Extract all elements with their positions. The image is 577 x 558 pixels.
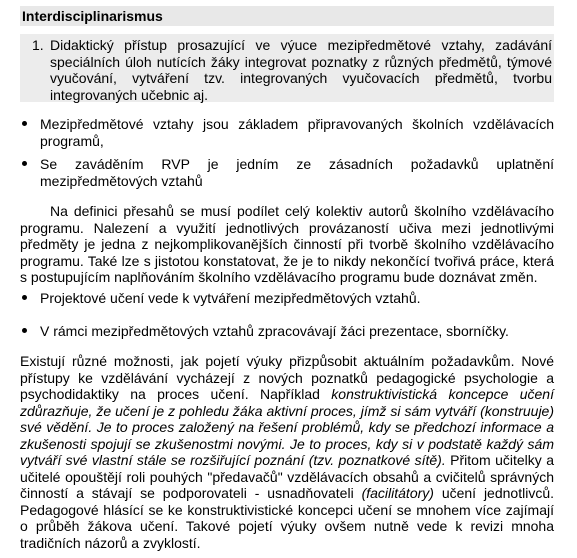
paragraph-text: Přitom učitelky a učitelé opouštějí roli pouhých "předavačů" vzdělávacích obsahů a cvičitelů správných činností a stávají se podporovateli - usnadňovateli xyxy=(20,452,555,501)
section-heading: Interdisciplinarismus xyxy=(22,8,163,24)
paragraph-constructivism xyxy=(20,353,554,551)
paragraph-text: učení jednotlivců. Pedagogové hlásící se ke konstruktivistické koncepci učení se mnohem více zajímají o průběh žákova učení. Takové pojetí výuky ovšem nutně vede k revizi mnoha tradičních názorů a zvyklostí. xyxy=(20,485,554,551)
bullet-icon xyxy=(22,121,27,126)
numbered-item-text: Didaktický přístup prosazující ve výuce mezipředmětové vztahy, zadávání speciálních úloh nutících žáky integrovat poznatky z různých předmětů, týmové vyučování, vytváření tzv. integrovaných vyučovacích předmětů, tvorbu integrovaných učebnic aj. xyxy=(50,37,552,103)
paragraph-cross-curricular-definition: Na definici přesahů se musí podílet celý kolektiv autorů školního vzdělávacího programu. Nalezení a využití jednotlivých provázaností učiva mezi jednotlivými předměty je jedna z nejkomplikovanějších činností při tvorbě školního vzdělávacího programu. Také lze s jistotou konstatovat, že je to nikdy nekončící tvořivá práce, která s postupujícím naplňováním školního vzdělávacího programu bude doznávat změn. xyxy=(20,203,554,285)
numbered-item-marker: 1. xyxy=(32,37,44,53)
paragraph-text: Existují různé možnosti, jak pojetí výuky přizpůsobit aktuálním požadavkům. Nové přístupy ke vzdělávání vycházejí z nových poznatků pedagogické psychologie a psychodidaktiky na proces učení. Například xyxy=(20,353,554,402)
list-item-text: Se zaváděním RVP je jedním ze zásadních požadavků uplatnění mezipředmětových vztahů xyxy=(40,156,554,189)
list-item-text: Mezipředmětové vztahy jsou základem připravovaných školních vzdělávacích programů, xyxy=(40,116,554,149)
emphasized-text: (facilitátory) xyxy=(361,485,434,501)
emphasized-text: konstruktivistická koncepce učení zdůrazňuje, že učení je z pohledu žáka aktivní proces, jímž si sám vytváří (konstruuje) své vědění. Je to proces založený na řešení problémů, kdy se předchozí informace a zkušenosti spojují se zkušenostmi novými. Je to proces, kdy si v podstatě každý sám vytváří své vlastní stále se rozšiřující poznání (tzv. poznatkové sítě). xyxy=(20,386,554,468)
bullet-icon xyxy=(22,161,27,166)
bullet-icon xyxy=(22,328,27,333)
list-item-text: V rámci mezipředmětových vztahů zpracovávají žáci prezentace, sborníčky. xyxy=(40,323,509,339)
list-item-text: Projektové učení vede k vytváření mezipředmětových vztahů. xyxy=(40,290,421,306)
bullet-icon xyxy=(22,295,27,300)
